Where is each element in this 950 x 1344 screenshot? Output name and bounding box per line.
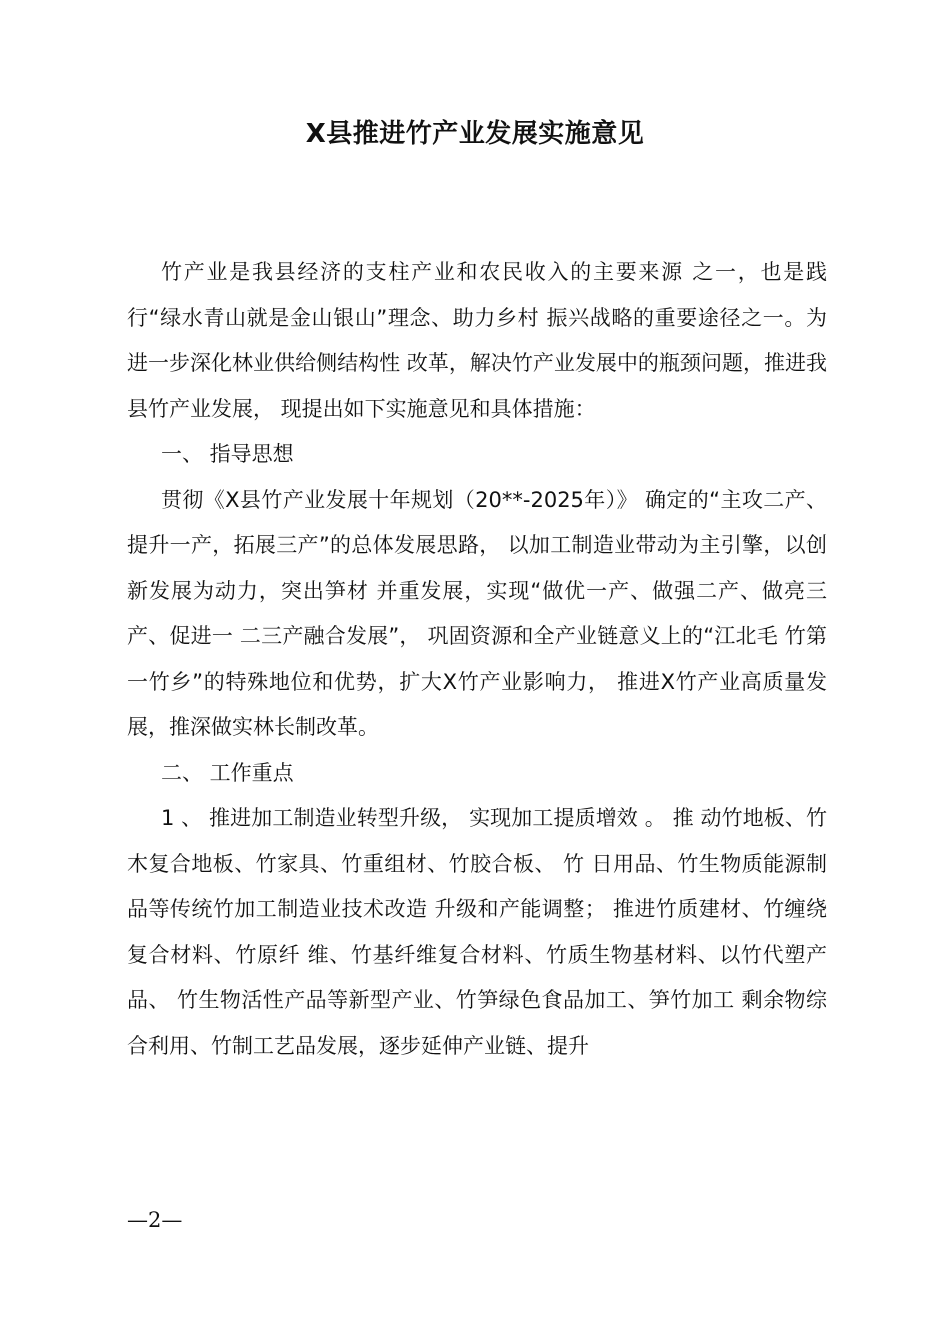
work-focus-paragraph: 1 、 推进加工制造业转型升级， 实现加工提质增效 。 推 动竹地板、竹木复合地板、竹家具、竹重组材、竹胶合板、 竹 日用品、竹生物质能源制品等传统竹加工制造业技术改造 升级和产能调整； 推进竹质建材、竹缠绕复合材料、竹原纤 维、竹基纤维复合材料、竹质生物基材料、以竹代塑产品、 竹生物活性产品等新型产业、竹笋绿色食品加工、笋竹加工 剩余物综合利用、竹制工艺品发展，逐步延伸产业链、提升 (127, 806, 827, 1058)
page-number: —2— (127, 1208, 183, 1232)
section-heading-work-focus: 二、 工作重点 (161, 760, 294, 785)
section-heading-guiding-ideology: 一、 指导思想 (161, 442, 294, 466)
page-title: X县推进竹产业发展实施意见 (305, 119, 645, 149)
document-body (127, 250, 827, 1069)
guiding-ideology-paragraph: 贯彻《X县竹产业发展十年规划（20**-2025年）》 确定的“主攻二产、提升一产，拓展三产”的总体发展思路， 以加工制造业带动为主引擎，以创新发展为动力，突出笋材 并重发展，实现“做优一产、做强二产、做亮三产、促进一 二三产融合发展”， 巩固资源和全产业链意义上的“江北毛 竹第一竹乡”的特殊地位和优势，扩大X竹产业影响力， 推进X竹产业高质量发展，推深做实林长制改革。 (127, 487, 827, 739)
intro-paragraph: 竹产业是我县经济的支柱产业和农民收入的主要来源 之一，也是践行“绿水青山就是金山银山”理念、助力乡村 振兴战略的重要途径之一。为进一步深化林业供给侧结构性 改革，解决竹产业发展中的瓶颈问题，推进我县竹产业发展， 现提出如下实施意见和具体措施： (127, 260, 827, 421)
